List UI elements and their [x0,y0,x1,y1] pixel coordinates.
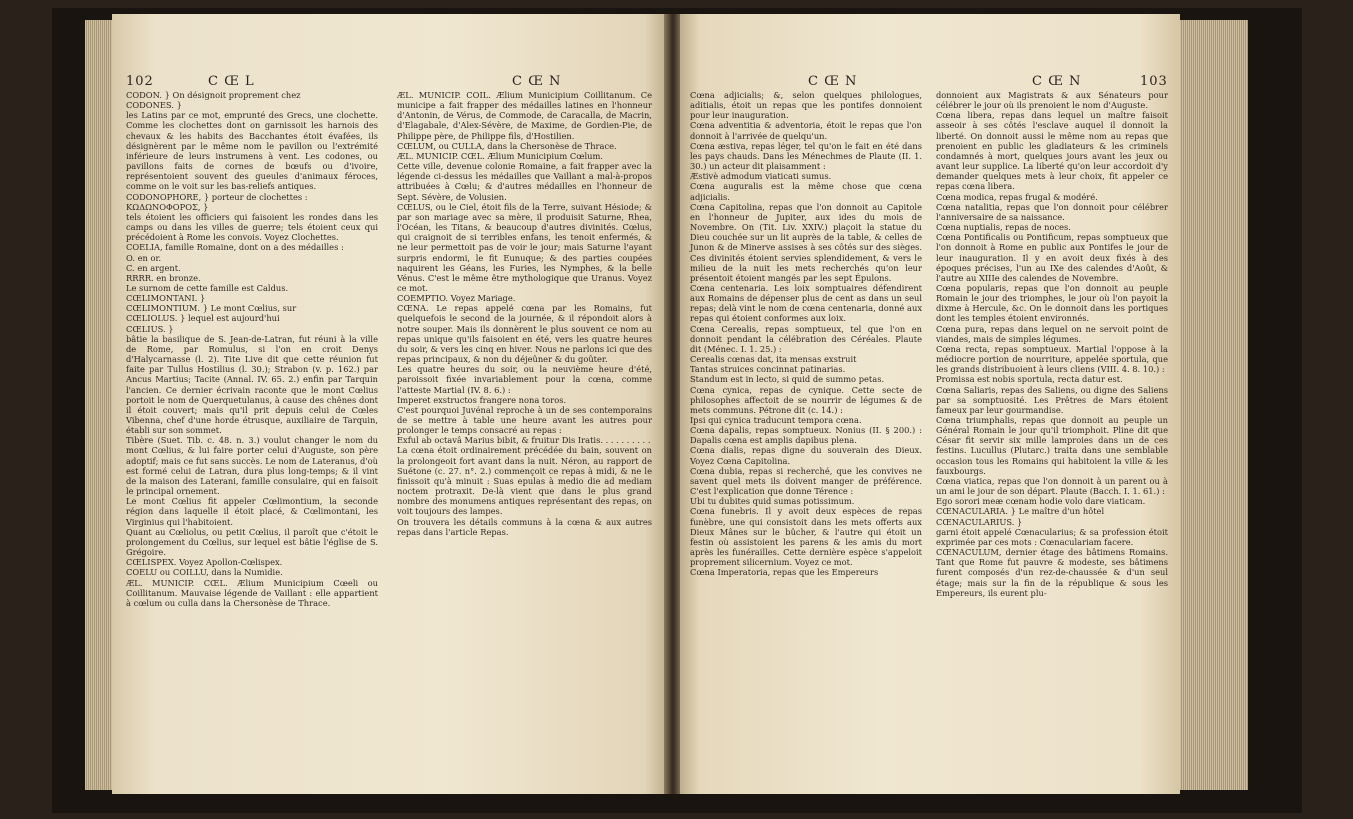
left-page-column-2 [397,90,652,537]
paragraph: CŒLISPEX. Voyez Apollon-Cœlispex. [126,557,283,568]
paragraph: C. en argent. [126,262,181,273]
paragraph: Æstivè admodum viaticati sumus. [690,171,832,182]
paragraph: Ipsi qui cynica traducunt tempora cœna. [690,415,862,425]
paragraph: Cœna popularis, repas que l'on donnoit au peuple Romain le jour des triomphes, le jour où l'on payoit la dixme à Hercule, &c. On le donnoit dans les portiques dont les temples étoient environnés. [936,282,1168,324]
right-page [680,14,1180,794]
paragraph: garni étoit appelé Cœnacularius; & sa profession étoit exprimée par ces mots : Cœnaculariam facere. [936,526,1168,547]
paragraph: Cœna nuptialis, repas de noces. [936,222,1071,233]
paragraph: Cœna cynica, repas de cynique. Cette secte de philosophes affectoit de se nourrir de légumes & de mets communs. Pétrone dit (c. 14.) : [690,384,922,415]
paragraph: Le mont Cœlius fit appeler Cœlimontium, la seconde région dans laquelle il étoit placé, & Cœlimontani, les Virginius qui l'habitoient. [126,496,378,527]
left-page-number: 102 [126,74,154,89]
paragraph: CODON. } On désignoit proprement chez [126,90,301,100]
paragraph: Cœna æstiva, repas léger, tel qu'on le fait en été dans les pays chauds. Dans les Ménechmes de Plaute (II. 1. 30.) un acteur dit plaisamment : [690,140,922,172]
paragraph: Quant au Cœliolus, ou petit Cœlius, il paroît que c'étoit le prolongement du Cœlius, sur lequel est bâtie l'église de S. Grégoire. [126,526,378,558]
paragraph: Cœna adjicialis; &, selon quelques philologues, aditialis, étoit un repas que les pontifes donnoient pour leur inauguration. [690,90,922,121]
paragraph: On trouvera les détails communs à la cœna & aux autres repas dans l'article Repas. [397,516,652,537]
paragraph: Cœna dialis, repas digne du souverain des Dieux. Voyez Cœna Capitolina. [690,445,922,466]
paragraph: CŒLIMONTANI. } [126,293,206,304]
left-page [112,14,667,794]
paragraph: Cœna auguralis est la même chose que cœna adjicialis. [690,181,922,202]
paragraph: Cette ville, devenue colonie Romaine, a fait frapper avec la légende ci-dessus les médailles que Vaillant a mal-à-propos attribuées à Cœlu; & d'autres médailles en l'honneur de Sept. Sévère, de Volusien. [397,161,652,202]
paragraph: O. en or. [126,252,162,263]
paragraph: C'est pourquoi Juvénal reproche à un de ses contemporains de se mettre à table une heure avant les autres pour prolonger le temps consacré au repas : [397,404,652,436]
paragraph: Cœna Cerealis, repas somptueux, tel que l'on en donnoit pendant la célébration des Céréales. Plaute dit (Ménec. I. 1. 25.) : [690,323,922,354]
paragraph: Ego sorori meæ cœnam hodie volo dare viaticam. [936,496,1146,507]
paragraph: Cœna Capitolina, repas que l'on donnoit au Capitole en l'honneur de Jupiter, aux ides du mois de Novembre. On (Tit. Liv. XXIV.) plaçoit la statue du Dieu couchée sur un lit auprès de la table, & celles de Junon & de Minerve assises à ses côtés sur des sièges. Ces divinités étoient servies splendidement, & vers le milieu de la nuit les mets recherchés qu'on leur présentoit étoient mangés par les sept Épulons. [690,201,922,283]
right-running-head-left: C Œ N [808,74,858,89]
paragraph: Le surnom de cette famille est Caldus. [126,282,289,293]
paragraph: CODONES. } [126,100,182,111]
paragraph: COEMPTIO. Voyez Mariage. [397,293,516,304]
paragraph: COELU ou COILLU, dans la Numidie. [126,567,283,578]
paragraph: ΚΩΔΩΝΟΦΟΡΟΣ, } [126,201,209,212]
right-page-column-1 [690,90,922,578]
paragraph: Cœna pura, repas dans lequel on ne servoit point de viandes, mais de simples légumes. [936,323,1168,344]
paragraph: les Latins par ce mot, emprunté des Grecs, une clochette. Comme les clochettes dont on garnissoit les harnois des chevaux & les habits des Bacchantes étoit évafées, ils désignèrent par le même nom le pavillon ou l'extrémité inférieure de leurs instrumens à vent. Les codones, ou pavillons faits de cornes de bœufs ou d'ivoire, représentoient souvent des gueules d'animaux féroces, comme on le voit sur les bas-reliefs antiques. [126,110,378,192]
paragraph: donnoient aux Magistrats & aux Sénateurs pour célébrer le jour où ils prenoient le nom d'Auguste. [936,90,1168,111]
paragraph: ÆL. MUNICIP. CŒL. Ælium Municipium Cœlum. [397,150,603,161]
paragraph: CŒNACULARIA. } Le maître d'un hôtel [936,506,1105,517]
paragraph: CŒLIMONTIUM. } Le mont Cœlius, sur [126,303,297,314]
paragraph: Cerealis cœnas dat, ita mensas exstruit [690,354,857,365]
paragraph: Cœna recta, repas somptueux. Martial l'oppose à la médiocre portion de nourriture, appelée sportula, que les grands distribuoient à leurs cliens (VIII. 4. 8. 10.) : [936,343,1168,375]
paragraph: Cœna Imperatoria, repas que les Empereurs [690,567,879,578]
right-running-head-right: C Œ N [1032,74,1082,89]
paragraph: CŒNACULARIUS. } [936,516,1023,527]
paragraph: ÆL. MUNICIP. COIL. Ælium Municipium Coillitanum. Ce municipe a fait frapper des médailles latines en l'honneur d'Antonin, de Vérus, de Commode, de Caracalla, de Macrin, d'Elagabale, d'Alex-Sévère, de Maxime, de Gordien-Pie, de Philippe père, de Philippe fils, d'Hostilien. [397,90,652,141]
paragraph: Cœna dubia, repas si recherché, que les convives ne savent quel mets ils doivent manger de préférence. C'est l'explication que donne Térence : [690,465,922,497]
paragraph: Cœna modica, repas frugal & modéré. [936,191,1098,202]
paragraph: Standum est in lecto, si quid de summo petas. [690,374,885,385]
paragraph: Imperet exstructos frangere nona toros. [397,394,567,405]
paragraph: Cœna Pontificalis ou Pontificum, repas somptueux que l'on donnoit à Rome en public aux Pontifes le jour de leur inauguration. Il y en avoit deux fixés à des époques précises, l'un au IXe des calendes d'Août, & l'autre au XIIIe des calendes de Novembre. [936,232,1168,283]
paragraph: Cœna dapalis, repas somptueux. Nonius (II. § 200.) : Dapalis cœna est amplis dapibus plena. [690,425,922,446]
paragraph: Cœna libera, repas dans lequel un maître faisoit asseoir à ses côtés l'esclave auquel il donnoit la liberté. On donnoit aussi le même nom au repas que prenoient en public les gladiateurs & les criminels condamnés à mort, quelques jours avant les jeux ou avant leur supplice. La liberté qu'on leur accordoit d'y demander quelques mets à leur choix, fit appeler ce repas cœna libera. [936,110,1168,192]
paragraph: CŒLUM, ou CULLA, dans la Chersonèse de Thrace. [397,140,617,151]
paragraph: Cœna Saliaris, repas des Saliens, ou digne des Saliens par sa somptuosité. Les Prêtres de Mars étoient fameux par leur gourmandise. [936,384,1168,415]
paragraph: Cœna funebris. Il y avoit deux espèces de repas funèbre, une qui consistoit dans les mets offerts aux Dieux Mânes sur le bûcher, & l'autre qui étoit un festin où assistoient les parens & les amis du mort après les funérailles. Cette dernière espèce s'appeloit proprement silicernium. Voyez ce mot. [690,506,922,568]
paragraph: CŒNA. Le repas appelé cœna par les Romains, fut quelquefois le second de la journée, & il répondoit alors à notre souper. Mais ils donnèrent le plus souvent ce nom au repas unique qu'ils faisoient en été, vers les quatre heures du soir, & vers les cinq en hiver. Nous ne parlons ici que des repas principaux, & non du déjeûner & du goûter. [397,303,652,365]
paragraph: CŒLUS, ou le Ciel, étoit fils de la Terre, suivant Hésiode; & par son mariage avec sa mère, il produisit Saturne, Rhea, l'Océan, les Titans, & beaucoup d'autres divinités. Cœlus, qui craignoit de si terribles enfans, les tenoit enfermés, & ne leur permettoit pas de voir le jour; mais Saturne l'ayant surpris endormi, le fit Eunuque; & des parties coupées naquirent les Géans, les Furies, les Nymphes, & la belle Vénus. C'est le même être mythologique que Uranus. Voyez ce mot. [397,201,652,293]
paragraph: CODONOPHORE, } porteur de clochettes : [126,191,308,202]
paragraph: tels étoient les officiers qui faisoient les rondes dans les camps ou dans les villes de guerre; tels étoient ceux qui précédoient à Rome les convois. Voyez Clochettes. [126,211,378,243]
paragraph: COELIA, famille Romaine, dont on a des médailles : [126,242,344,253]
paragraph: CŒLIUS. } [126,323,174,334]
left-running-head-right: C Œ N [512,74,562,89]
left-page-column-1 [126,90,378,608]
right-page-column-2 [936,90,1168,598]
paragraph: ÆL. MUNICIP. CŒL. Ælium Municipium Cœeli ou Coillitanum. Mauvaise légende de Vaillant : elle appartient à cœlum ou culla dans la Chersonèse de Thrace. [126,577,378,608]
paragraph: CŒNACULUM, dernier étage des bâtimens Romains. Tant que Rome fut pauvre & modeste, ses bâtimens furent composés d'un rez-de-chaussée & d'un seul étage; mais sur la fin de la république & sous les Empereurs, ils eurent plu- [936,547,1168,598]
paragraph: Les quatre heures du soir, ou la neuvième heure d'été, paroissoit fixée invariablement pour la cœna, comme l'atteste Martial (IV. 8. 6.) : [397,364,652,395]
right-page-number: 103 [1140,74,1168,89]
left-page-edges [85,20,115,790]
paragraph: Cœna viatica, repas que l'on donnoit à un parent ou à un ami le jour de son départ. Plaute (Bacch. I. 1. 61.) : [936,475,1168,497]
paragraph: bâtie la basilique de S. Jean-de-Latran, fut réuni à la ville de Rome, par Romulus, si l'on en croit Denys d'Halycarnasse (l. 2). Tite Live dit que cette réunion fut faite par Tullus Hostilius (l. 30.); Strabon (v. p. 162.) par Ancus Martius; Tacite (Annal. IV. 65. 2.) enfin par Tarquin l'ancien. Ce dernier écrivain raconte que le mont Cœlius portoit le nom de Querquetulanus, à cause des chênes dont il étoit couvert; mais qu'il prit depuis celui de Cœles Vibenna, chef d'une horde étrusque, auxiliaire de Tarquin, établi sur son sommet. [126,333,378,436]
paragraph: Tibère (Suet. Tib. c. 48. n. 3.) voulut changer le nom du mont Cœlius, & lui faire porter celui d'Auguste, son père adoptif; mais ce fut sans succès. Le nom de Lateranus, d'où est formé celui de Latran, dura plus long-temps; & il vint de la maison des Laterani, famille consulaire, qui en faisoit le principal ornement. [126,435,378,497]
left-running-head-left: C Œ L [208,74,255,89]
paragraph: Ubi tu dubites quid sumas potissimum. [690,496,855,507]
right-page-edges [1178,20,1248,790]
paragraph: RRRR. en bronze. [126,272,201,283]
paragraph: CŒLIOLUS. } lequel est aujourd'hui [126,313,280,324]
paragraph: Exful ab octavâ Marius bibit, & fruitur Dis Iratis. . . . . . . . . . [397,435,651,446]
paragraph: Cœna natalitia, repas que l'on donnoit pour célébrer l'anniversaire de sa naissance. [936,201,1168,222]
paragraph: La cœna étoit ordinairement précédée du bain, souvent on la prolongeoit fort avant dans la nuit. Néron, au rapport de Suétone (c. 27. n°. 2.) commençoit ce repas à midi, & ne le finissoit qu'à minuit : Suas epulas à medio die ad mediam noctem protraxit. De-là vient que dans le plus grand nombre des monumens antiques représentant des repas, on voit toujours des lampes. [397,445,652,517]
paragraph: Cœna centenaria. Les loix somptuaires défendirent aux Romains de dépenser plus de cent as dans un seul repas; delà vint le nom de cœna centenaria, donné aux repas qui étoient conformes aux loix. [690,282,922,324]
paragraph: Tantas struices concinnat patinarias. [690,364,846,375]
paragraph: Cœna adventitia & adventoria, étoit le repas que l'on donnoit à l'arrivée de quelqu'un. [690,120,922,141]
paragraph: Promissa est nobis sportula, recta datur est. [936,374,1123,385]
paragraph: Cœna triumphalis, repas que donnoit au peuple un Général Romain le jour qu'il triomphoit. Pline dit que César fit servir six mille lamproies dans un de ces festins. Lucullus (Plutarc.) traita dans une semblable occasion tous les Romains qui habitoient la ville & les fauxbourgs. [936,415,1168,476]
